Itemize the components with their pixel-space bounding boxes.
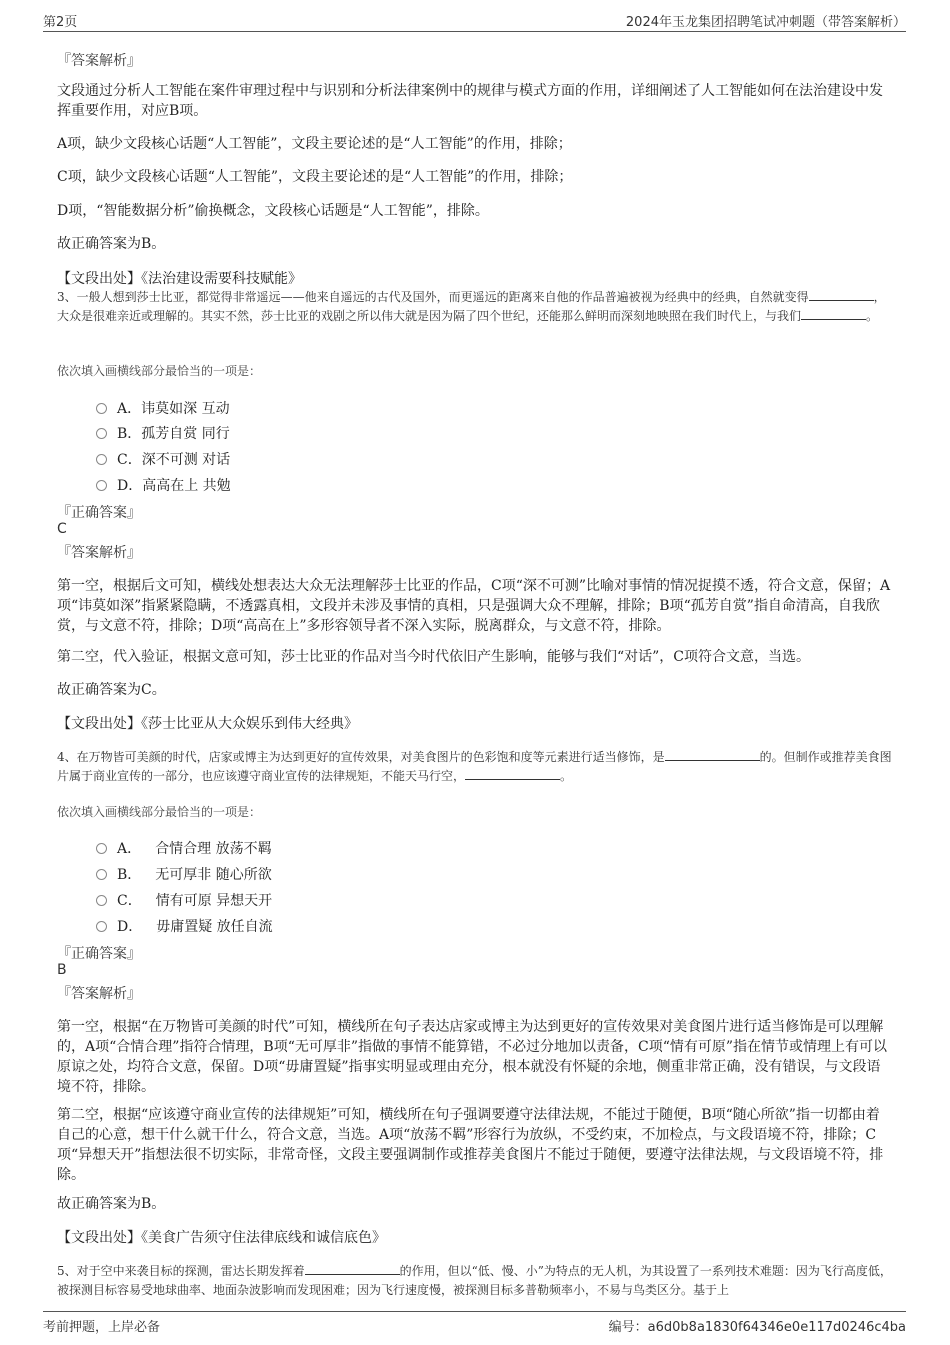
q4-prompt: 依次填入画横线部分最恰当的一项是： — [57, 805, 262, 819]
radio-icon[interactable] — [96, 403, 107, 414]
footer-slogan: 考前押题，上岸必备 — [43, 1320, 161, 1335]
option-letter: C． — [117, 893, 142, 909]
q5-blank-1 — [305, 1262, 400, 1275]
q3-analysis-p3: 故正确答案为C。 — [57, 682, 166, 698]
q3-source: 【文段出处】《莎士比亚从大众娱乐到伟大经典》 — [57, 716, 358, 732]
q4-analysis-p3: 故正确答案为B。 — [57, 1196, 166, 1212]
q4-blank-1 — [665, 748, 760, 761]
radio-icon[interactable] — [96, 869, 107, 880]
q3-correct-label: 『正确答案』 — [57, 505, 141, 521]
radio-icon[interactable] — [96, 454, 107, 465]
q2-analysis-p4: D项，“智能数据分析”偷换概念，文段核心话题是“人工智能”，排除。 — [57, 203, 489, 219]
q3-option-b[interactable] — [96, 423, 230, 443]
q3-text-part3: 。 — [866, 309, 879, 323]
radio-icon[interactable] — [96, 895, 107, 906]
q3-question-text — [57, 288, 892, 326]
radio-icon[interactable] — [96, 480, 107, 491]
q3-option-c[interactable] — [96, 449, 230, 469]
q2-analysis-p5: 故正确答案为B。 — [57, 236, 166, 252]
q4-source: 【文段出处】《美食广告须守住法律底线和诚信底色》 — [57, 1230, 386, 1246]
q3-analysis-p1: 第一空，根据后文可知，横线处想表达大众无法理解莎士比亚的作品，C项“深不可测”比喻对事情的情况捉摸不透，符合文意，保留；A项“讳莫如深”指紧紧隐瞒，不透露真相，文段并未涉及事情的真相，只是强调大众不理解，排除；B项“孤芳自赏”指自命清高，自我欣赏，与文意不符，排除；D项“高高在上”多形容领导者不深入实际，脱离群众，与文意不符，排除。 — [57, 578, 891, 634]
q5-text-part1: 5、对于空中来袭目标的探测，雷达长期发挥着 — [57, 1264, 305, 1278]
option-text: 讳莫如深 互动 — [141, 401, 230, 417]
header-divider — [43, 31, 906, 32]
option-text: 毋庸置疑 放任自流 — [156, 919, 273, 935]
footer-divider — [43, 1311, 906, 1312]
q4-text-part1: 4、在万物皆可美颜的时代，店家或博主为达到更好的宣传效果，对美食图片的色彩饱和度等元素进行适当修饰，是 — [57, 750, 665, 764]
q4-option-a[interactable] — [96, 838, 272, 858]
q5-question-text — [57, 1262, 892, 1300]
q4-option-d[interactable] — [96, 916, 273, 936]
page-header — [0, 0, 950, 34]
page-footer — [0, 1308, 950, 1345]
q2-analysis-p3: C项，缺少文段核心话题“人工智能”，文段主要论述的是“人工智能”的作用，排除； — [57, 169, 573, 185]
option-text: 深不可测 对话 — [141, 452, 231, 468]
option-letter: C． — [117, 452, 142, 468]
radio-icon[interactable] — [96, 843, 107, 854]
option-letter: D． — [117, 919, 143, 935]
radio-icon[interactable] — [96, 921, 107, 932]
option-letter: D． — [117, 478, 143, 494]
q4-text-part2: 的。但制作或推荐美食图片属于商业宣传的一部分，也应该遵守商业宣传的法律规矩，不能天马行空， — [57, 750, 892, 783]
page-number: 第2页 — [43, 15, 78, 30]
option-text: 合情合理 放荡不羁 — [155, 841, 272, 857]
q3-analysis-p2: 第二空，代入验证，根据文意可知，莎士比亚的作品对当今时代依旧产生影响，能够与我们“对话”，C项符合文意，当选。 — [57, 649, 811, 665]
option-text: 情有可原 异想天开 — [155, 893, 273, 909]
q3-blank-1 — [809, 288, 874, 301]
q2-analysis-p2: A项，缺少文段核心话题“人工智能”，文段主要论述的是“人工智能”的作用，排除； — [57, 136, 572, 152]
radio-icon[interactable] — [96, 428, 107, 439]
document-code: 编号：a6d0b8a1830f64346e0e117d0246c4ba — [608, 1320, 906, 1335]
q4-blank-2 — [465, 767, 560, 780]
q4-analysis-p2: 第二空，根据“应该遵守商业宣传的法律规矩”可知，横线所在句子强调要遵守法律法规，不能过于随便，B项“随心所欲”指一切都由着自己的心意，想干什么就干什么，符合文意，当选。A项“放荡不羁”形容行为放纵，不受约束，不加检点，与文段语境不符，排除；C项“异想天开”指想法很不切实际，非常奇怪，文段主要强调制作或推荐美食图片不能过于随便，要遵守法律法规，与文段语境不符，排除。 — [57, 1107, 884, 1183]
q2-analysis-p1: 文段通过分析人工智能在案件审理过程中与识别和分析法律案例中的规律与模式方面的作用，详细阐述了人工智能如何在法治建设中发挥重要作用，对应B项。 — [57, 83, 883, 119]
q3-blank-2 — [801, 307, 866, 320]
q4-option-c[interactable] — [96, 890, 272, 910]
option-letter: A． — [117, 401, 142, 417]
q4-correct-label: 『正确答案』 — [57, 946, 141, 962]
q4-analysis-label: 『答案解析』 — [57, 986, 141, 1002]
q4-question-text — [57, 748, 892, 786]
q2-analysis-label: 『答案解析』 — [57, 53, 141, 69]
q3-prompt: 依次填入画横线部分最恰当的一项是： — [57, 364, 262, 378]
option-text: 高高在上 共勉 — [142, 478, 231, 494]
q3-correct-answer: C — [57, 521, 67, 537]
q3-text-part2: ，大众是很难亲近或理解的。其实不然，莎士比亚的戏剧之所以伟大就是因为隔了四个世纪，还能那么鲜明而深刻地映照在我们时代上，与我们 — [57, 290, 886, 323]
q4-option-b[interactable] — [96, 864, 272, 884]
option-letter: A． — [117, 841, 142, 857]
document-title: 2024年玉龙集团招聘笔试冲刺题（带答案解析） — [625, 15, 906, 30]
q3-text-part1: 3、一般人想到莎士比亚，都觉得非常遥远——他来自遥远的古代及国外，而更遥远的距离来自他的作品普遍被视为经典中的经典，自然就变得 — [57, 290, 809, 304]
option-letter: B． — [117, 426, 142, 442]
q5-text-part2: 的作用，但以“低、慢、小”为特点的无人机，为其设置了一系列技术难题：因为飞行高度低，被探测目标容易受地球曲率、地面杂波影响而发现困难；因为飞行速度慢，被探测目标多普勒频率小，不易与鸟类区分。基于上 — [57, 1264, 892, 1297]
option-text: 无可厚非 随心所欲 — [155, 867, 272, 883]
q2-source: 【文段出处】《法治建设需要科技赋能》 — [57, 271, 302, 287]
q4-correct-answer: B — [57, 962, 67, 978]
q4-analysis-p1: 第一空，根据“在万物皆可美颜的时代”可知，横线所在句子表达店家或博主为达到更好的宣传效果对美食图片进行适当修饰是可以理解的，A项“合情合理”指符合情理，B项“无可厚非”指做的事情不能算错，不必过分地加以责备，C项“情有可原”指在情节或情理上有可以原谅之处，均符合文意，保留。D项“毋庸置疑”指事实明显或理由充分，根本就没有怀疑的余地，侧重非常正确，没有错误，与文段语境不符，排除。 — [57, 1019, 888, 1095]
q4-text-part3: 。 — [560, 769, 573, 783]
option-letter: B． — [117, 867, 142, 883]
option-text: 孤芳自赏 同行 — [141, 426, 230, 442]
q3-option-d[interactable] — [96, 475, 231, 495]
q3-analysis-label: 『答案解析』 — [57, 545, 141, 561]
q3-option-a[interactable] — [96, 398, 230, 418]
